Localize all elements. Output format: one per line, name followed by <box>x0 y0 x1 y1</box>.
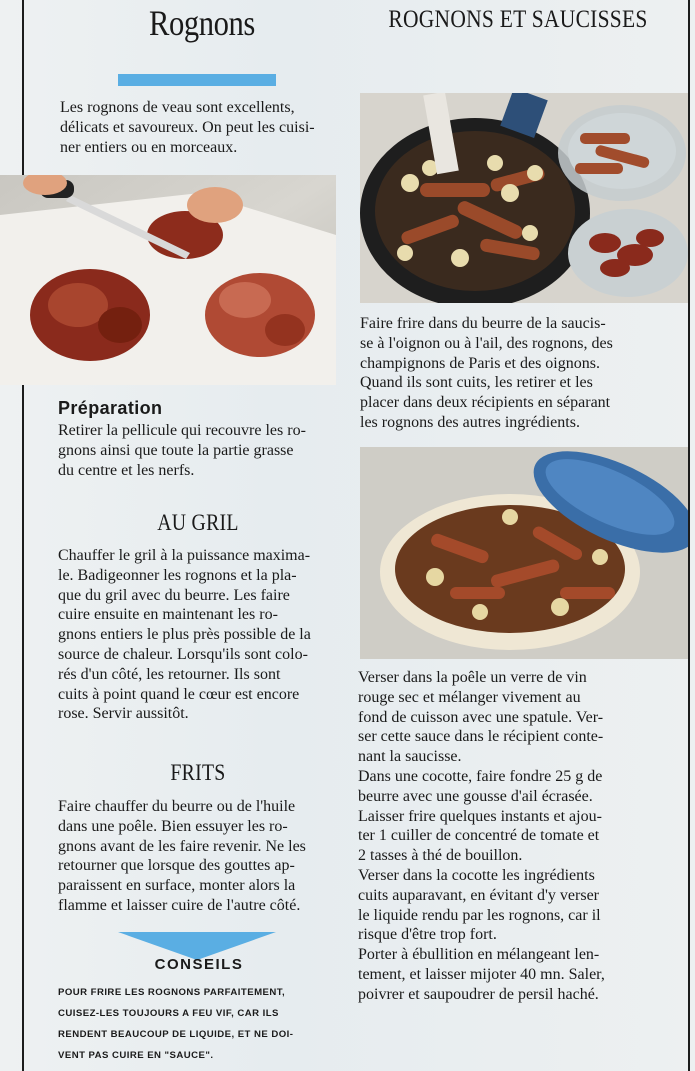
frits-line: gnons avant de les faire revenir. Ne les <box>58 837 306 855</box>
step2-line: tement, et laisser mijoter 40 mn. Saler, <box>358 965 605 983</box>
intro-paragraph <box>60 98 336 157</box>
preparation-line: gnons ainsi que toute la partie grasse <box>58 441 294 459</box>
au-gril-line: gnons entiers le plus près possible de la <box>58 626 311 644</box>
au-gril-line: Chauffer le gril à la puissance maxima- <box>58 547 311 564</box>
step1-line: champignons de Paris et des oignons. <box>360 354 600 372</box>
step2-line: poivrer et saupoudrer de persil haché. <box>358 985 599 1003</box>
step2-line: ter 1 cuiller de concentré de tomate et <box>358 827 600 845</box>
step2-line: beurre avec une gousse d'ail écrasée. <box>358 787 593 805</box>
preparation-heading: Préparation <box>58 398 163 418</box>
frits-line: retourner que lorsque des gouttes ap- <box>58 857 295 875</box>
step1-paragraph <box>360 314 644 433</box>
au-gril-line: rés d'un côté, les retourner. Ils sont <box>58 665 281 683</box>
page-title-rognons: Rognons <box>149 3 255 43</box>
step2-line: fond de cuisson avec une spatule. Ver- <box>358 708 604 726</box>
conseils-line: VENT PAS CUIRE EN "SAUCE". <box>58 1050 214 1061</box>
step2-line: risque d'être trop fort. <box>358 926 497 944</box>
frits-line: flamme et laisser cuire de l'autre côté. <box>58 896 301 914</box>
step2-line: Verser dans la poêle un verre de vin <box>358 669 587 686</box>
step2-line: 2 tasses à thé de bouillon. <box>358 847 523 865</box>
preparation-paragraph <box>58 421 338 480</box>
intro-line: ner entiers ou en morceaux. <box>60 138 238 156</box>
conseils-line: POUR FRIRE LES ROGNONS PARFAITEMENT, <box>58 987 286 998</box>
frits-line: Faire chauffer du beurre ou de l'huile <box>58 798 296 815</box>
conseils-text <box>58 982 342 1066</box>
preparation-line: du centre et les nerfs. <box>58 461 195 479</box>
frits-paragraph <box>58 797 338 916</box>
step2-line: cuits auparavant, en évitant d'y verser <box>358 886 600 904</box>
step2-line: nant la saucisse. <box>358 748 462 766</box>
casserole-photo <box>360 447 688 659</box>
kidney-cutting-photo <box>0 175 336 385</box>
step1-line: placer dans deux récipients en séparant <box>360 394 611 412</box>
au-gril-line: rose. Servir aussitôt. <box>58 705 189 723</box>
right-border-rule <box>688 0 690 1071</box>
step2-line: Laisser frire quelques instants et ajou- <box>358 807 602 825</box>
step2-line: le liquide rendu par les rognons, car il <box>358 906 601 924</box>
au-gril-paragraph <box>58 546 338 724</box>
step2-paragraph <box>358 668 642 1005</box>
frits-heading: FRITS <box>170 760 226 785</box>
step1-line: Quand ils sont cuits, les retirer et les <box>360 374 593 392</box>
au-gril-line: cuits à point quand le cœur est encore <box>58 685 300 703</box>
conseils-title: CONSEILS <box>154 956 244 973</box>
step1-line: Faire frire dans du beurre de la saucis- <box>360 315 606 332</box>
frits-line: paraissent en surface, monter alors la <box>58 877 296 895</box>
step1-line: les rognons des autres ingrédients. <box>360 413 580 431</box>
step2-line: ser cette sauce dans le récipient conte- <box>358 728 604 746</box>
step1-line: se à l'oignon ou à l'ail, des rognons, des <box>360 334 613 352</box>
au-gril-line: que du gril avec du beurre. Les faire <box>58 586 290 604</box>
step2-line: rouge sec et mélanger vivement au <box>358 688 581 706</box>
au-gril-heading: AU GRIL <box>157 510 239 535</box>
step2-line: Dans une cocotte, faire fondre 25 g de <box>358 767 603 785</box>
frying-pan-photo <box>360 93 688 303</box>
conseils-line: RENDENT BEAUCOUP DE LIQUIDE, ET NE DOI- <box>58 1029 294 1040</box>
preparation-line: Retirer la pellicule qui recouvre les ro- <box>58 422 306 439</box>
title-accent-bar <box>118 74 276 86</box>
step2-line: Verser dans la cocotte les ingrédients <box>358 866 595 884</box>
frits-line: dans une poêle. Bien essuyer les ro- <box>58 817 288 835</box>
step2-line: Porter à ébullition en mélangeant len- <box>358 946 600 964</box>
conseils-line: CUISEZ-LES TOUJOURS A FEU VIF, CAR ILS <box>58 1008 279 1019</box>
intro-line: Les rognons de veau sont excellents, <box>60 99 295 116</box>
au-gril-line: le. Badigeonner les rognons et la pla- <box>58 566 297 584</box>
au-gril-line: cuire ensuite en maintenant les ro- <box>58 606 278 624</box>
au-gril-line: source de chaleur. Lorsqu'ils sont colo- <box>58 645 308 663</box>
left-border-rule <box>22 0 24 1071</box>
recipe-title-rognons-et-saucisses: ROGNONS ET SAUCISSES <box>388 6 648 33</box>
intro-line: délicats et savoureux. On peut les cuisi- <box>60 118 315 136</box>
